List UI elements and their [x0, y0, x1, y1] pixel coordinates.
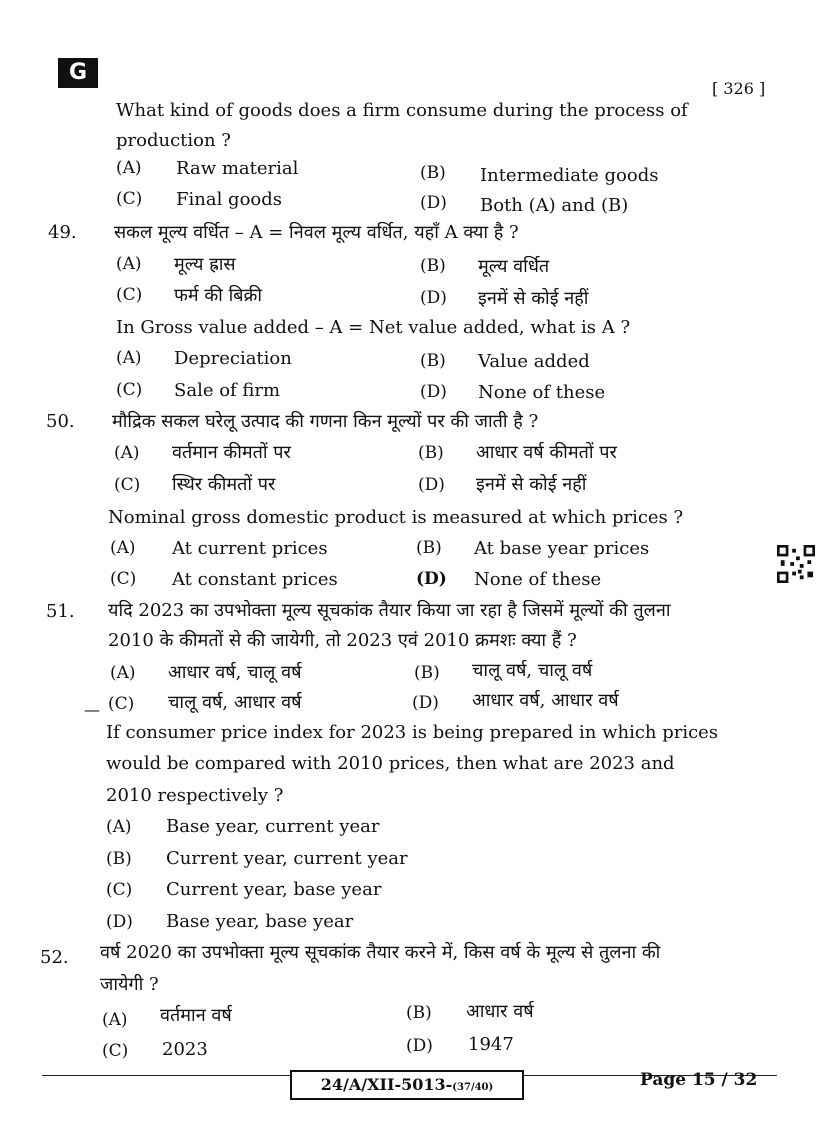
q48-option-a: Raw material [176, 158, 299, 179]
q48-label-d: (D) [420, 193, 447, 213]
q50-hi-label-a: (A) [114, 443, 140, 463]
q51-hi-option-c: चालू वर्ष, आधार वर्ष [168, 692, 302, 713]
q49-hi-option-c: फर्म की बिक्री [174, 285, 262, 306]
paper-code [290, 1070, 524, 1100]
set-badge: G [58, 58, 98, 88]
q49-en-option-d: None of these [478, 382, 606, 403]
q51-hi-label-b: (B) [414, 663, 440, 683]
q52-option-a: वर्तमान वर्ष [160, 1005, 232, 1026]
q48-option-b: Intermediate goods [480, 165, 659, 186]
q49-hi-label-b: (B) [420, 256, 446, 276]
q48-label-b: (B) [420, 163, 446, 183]
q51-question-hi-line2: 2010 के कीमतों से की जायेगी, तो 2023 एवं 2010 क्रमशः क्या हैं ? [108, 630, 577, 651]
q51-en-label-a: (A) [106, 817, 132, 837]
q52-question-hi-line2: जायेगी ? [100, 974, 159, 995]
q52-option-c: 2023 [162, 1039, 208, 1060]
q48-label-c: (C) [116, 189, 143, 209]
q51-en-option-c: Current year, base year [166, 879, 382, 900]
q51-number: 51. [46, 601, 75, 622]
q52-label-c: (C) [102, 1041, 129, 1061]
q49-en-label-c: (C) [116, 380, 143, 400]
q48-question-en: What kind of goods does a firm consume during the process of production ? [116, 100, 688, 151]
q52-label-a: (A) [102, 1010, 128, 1030]
q50-question-hi: मौद्रिक सकल घरेलू उत्पाद की गणना किन मूल्यों पर की जाती है ? [112, 411, 539, 432]
q50-en-option-c: At constant prices [172, 569, 338, 590]
q49-en-label-d: (D) [420, 382, 447, 402]
q50-question-en: Nominal gross domestic product is measured at which prices ? [108, 507, 684, 528]
q51-en-option-a: Base year, current year [166, 816, 380, 837]
q51-en-option-d: Base year, base year [166, 911, 354, 932]
q52-label-b: (B) [406, 1003, 432, 1023]
q50-number: 50. [46, 411, 75, 432]
paper-code-suffix: (37/40) [452, 1082, 494, 1093]
q51-question-hi-line1: यदि 2023 का उपभोक्ता मूल्य सूचकांक तैयार किया जा रहा है जिसमें मूल्यों की तुलना [108, 600, 671, 621]
q50-en-option-d: None of these [474, 569, 602, 590]
q50-en-option-a: At current prices [172, 538, 328, 559]
q52-option-b: आधार वर्ष [466, 1001, 534, 1022]
q50-hi-label-b: (B) [418, 443, 444, 463]
q50-hi-option-d: इनमें से कोई नहीं [476, 474, 587, 495]
q51-question-en-line2: would be compared with 2010 prices, then what are 2023 and [106, 753, 675, 774]
q50-en-label-b: (B) [416, 538, 442, 558]
q49-hi-label-d: (D) [420, 288, 447, 308]
q50-hi-label-d: (D) [418, 475, 445, 495]
page-number-top: [ 326 ] [712, 79, 766, 98]
q49-question-hi: सकल मूल्य वर्धित – A = निवल मूल्य वर्धित, यहाँ A क्या है ? [114, 222, 519, 243]
q51-question-en-line1: If consumer price index for 2023 is being prepared in which prices [106, 722, 719, 743]
q49-en-label-b: (B) [420, 351, 446, 371]
q51-question-en-line3: 2010 respectively ? [106, 785, 284, 806]
tick-mark-icon: — [84, 700, 100, 719]
qr-code-icon [776, 545, 816, 583]
page-indicator: Page 15 / 32 [640, 1070, 758, 1090]
paper-code-main: 24/A/XII-5013- [320, 1075, 453, 1094]
q51-hi-label-d: (D) [412, 693, 439, 713]
q49-hi-option-b: मूल्य वर्धित [478, 256, 550, 277]
q51-en-label-d: (D) [106, 912, 133, 932]
q51-hi-option-d: आधार वर्ष, आधार वर्ष [472, 690, 619, 711]
q51-en-option-b: Current year, current year [166, 848, 408, 869]
q49-hi-option-d: इनमें से कोई नहीं [478, 288, 589, 309]
q49-question-en: In Gross value added – A = Net value added, what is A ? [116, 317, 631, 338]
q48-label-a: (A) [116, 158, 142, 178]
q51-hi-label-c: (C) [108, 694, 135, 714]
q49-hi-label-a: (A) [116, 254, 142, 274]
q50-en-label-c: (C) [110, 569, 137, 589]
q50-en-option-b: At base year prices [474, 538, 650, 559]
q49-en-option-b: Value added [478, 351, 590, 372]
q49-number: 49. [48, 222, 77, 243]
q50-hi-option-a: वर्तमान कीमतों पर [172, 442, 291, 463]
q50-hi-label-c: (C) [114, 475, 141, 495]
q48-option-c: Final goods [176, 189, 283, 210]
q49-en-option-a: Depreciation [174, 348, 292, 369]
q50-en-label-a: (A) [110, 538, 136, 558]
q49-hi-option-a: मूल्य ह्रास [174, 254, 236, 275]
q51-en-label-b: (B) [106, 849, 132, 869]
q51-hi-option-b: चालू वर्ष, चालू वर्ष [472, 660, 593, 681]
q51-hi-label-a: (A) [110, 663, 136, 683]
q52-question-hi-line1: वर्ष 2020 का उपभोक्ता मूल्य सूचकांक तैयार करने में, किस वर्ष के मूल्य से तुलना की [100, 942, 661, 963]
q49-en-label-a: (A) [116, 348, 142, 368]
q50-hi-option-c: स्थिर कीमतों पर [172, 474, 276, 495]
q48-option-d: Both (A) and (B) [480, 195, 629, 216]
q49-en-option-c: Sale of firm [174, 380, 281, 401]
q50-en-label-d: (D) [416, 569, 447, 589]
q49-hi-label-c: (C) [116, 285, 143, 305]
q52-option-d: 1947 [468, 1034, 514, 1055]
q52-label-d: (D) [406, 1036, 433, 1056]
q50-hi-option-b: आधार वर्ष कीमतों पर [476, 442, 617, 463]
q51-en-label-c: (C) [106, 880, 133, 900]
q52-number: 52. [40, 947, 69, 968]
q51-hi-option-a: आधार वर्ष, चालू वर्ष [168, 662, 302, 683]
